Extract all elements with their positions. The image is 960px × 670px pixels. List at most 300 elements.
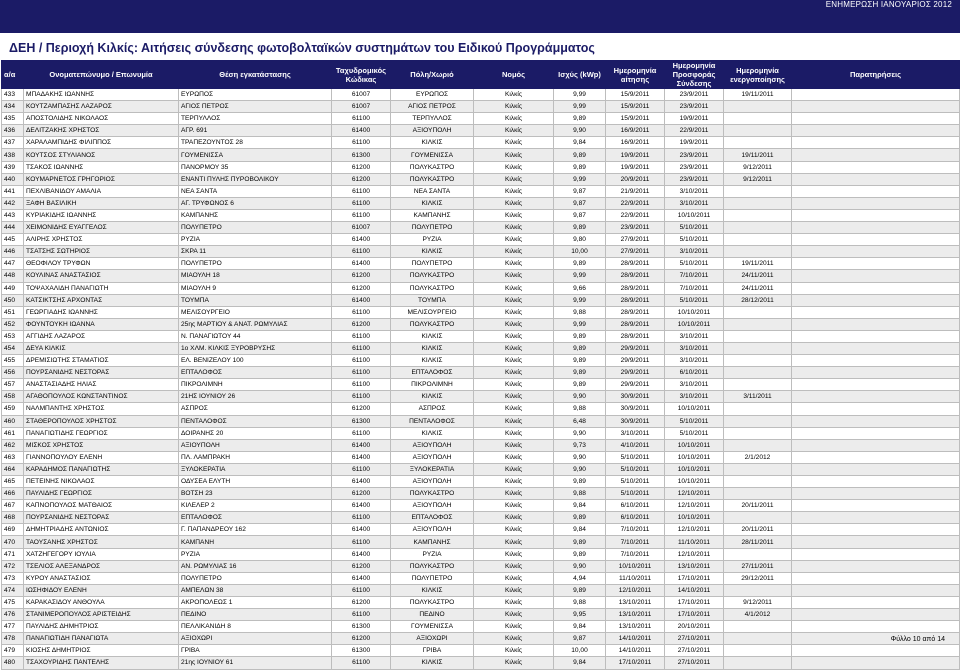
cell-aa: 436 — [2, 125, 24, 137]
title-bar — [0, 33, 960, 59]
cell-power: 9,89 — [554, 222, 606, 234]
cell-prefecture: Κιλκίς — [474, 306, 554, 318]
cell-name: ΚΑΡΑΔΗΜΟΣ ΠΑΝΑΓΙΩΤΗΣ — [24, 463, 179, 475]
cell-remarks — [792, 512, 960, 524]
cell-city: ΑΞΙΟΥΠΟΛΗ — [391, 476, 474, 488]
cell-offer-date: 17/10/2011 — [665, 609, 724, 621]
cell-postal-code: 61100 — [332, 609, 391, 621]
cell-city: ΑΞΙΟΥΠΟΛΗ — [391, 500, 474, 512]
cell-name: ΓΕΩΡΓΙΑΔΗΣ ΙΩΑΝΝΗΣ — [24, 306, 179, 318]
cell-name: ΠΕΤΕΙΝΗΣ ΝΙΚΟΛΑΟΣ — [24, 476, 179, 488]
cell-postal-code: 61100 — [332, 197, 391, 209]
table-row — [2, 137, 960, 149]
cell-prefecture: Κιλκίς — [474, 101, 554, 113]
cell-prefecture: Κιλκίς — [474, 584, 554, 596]
cell-aa: 438 — [2, 149, 24, 161]
cell-application-date: 30/9/2011 — [606, 415, 665, 427]
cell-location: ΤΟΥΜΠΑ — [179, 294, 332, 306]
table-row — [2, 197, 960, 209]
cell-postal-code: 61007 — [332, 101, 391, 113]
cell-name: ΚΥΡΟΥ ΑΝΑΣΤΑΣΙΟΣ — [24, 572, 179, 584]
cell-power: 9,88 — [554, 403, 606, 415]
cell-name: ΜΠΑΔΑΚΗΣ ΙΩΑΝΝΗΣ — [24, 89, 179, 101]
cell-offer-date: 23/9/2011 — [665, 161, 724, 173]
table-row — [2, 161, 960, 173]
cell-postal-code: 61400 — [332, 294, 391, 306]
cell-application-date: 14/10/2011 — [606, 645, 665, 657]
cell-name: ΤΣΑΤΣΗΣ ΣΩΤΗΡΙΟΣ — [24, 246, 179, 258]
cell-application-date: 6/10/2011 — [606, 500, 665, 512]
applications-table — [1, 60, 960, 670]
table-row — [2, 173, 960, 185]
cell-offer-date: 20/10/2011 — [665, 621, 724, 633]
cell-aa: 442 — [2, 197, 24, 209]
cell-prefecture: Κιλκίς — [474, 657, 554, 669]
cell-application-date: 13/10/2011 — [606, 596, 665, 608]
cell-name: ΓΙΑΝΝΟΠΟΥΛΟΥ ΕΛΕΝΗ — [24, 451, 179, 463]
cell-offer-date: 3/10/2011 — [665, 342, 724, 354]
cell-application-date: 23/9/2011 — [606, 222, 665, 234]
cell-aa: 445 — [2, 234, 24, 246]
cell-power: 9,88 — [554, 596, 606, 608]
cell-name: ΔΗΜΗΤΡΙΑΔΗΣ ΑΝΤΩΝΙΟΣ — [24, 524, 179, 536]
cell-city: ΚΙΛΚΙΣ — [391, 427, 474, 439]
cell-location: ΑΓΡ. 691 — [179, 125, 332, 137]
cell-name: ΧΑΤΖΗΓΕΓΟΡΥ ΙΟΥΛΙΑ — [24, 548, 179, 560]
cell-application-date: 13/10/2011 — [606, 621, 665, 633]
cell-offer-date: 3/10/2011 — [665, 379, 724, 391]
col-header-power: Ισχύς (kWp) — [554, 61, 606, 89]
cell-activation-date — [724, 621, 792, 633]
cell-name: ΚΥΡΙΑΚΙΔΗΣ ΙΩΑΝΝΗΣ — [24, 209, 179, 221]
cell-remarks — [792, 439, 960, 451]
cell-activation-date: 28/11/2011 — [724, 536, 792, 548]
cell-activation-date: 19/11/2011 — [724, 258, 792, 270]
cell-aa: 439 — [2, 161, 24, 173]
cell-prefecture: Κιλκίς — [474, 342, 554, 354]
cell-activation-date — [724, 125, 792, 137]
cell-city: ΠΙΚΡΟΛΙΜΝΗ — [391, 379, 474, 391]
cell-power: 9,89 — [554, 536, 606, 548]
cell-remarks — [792, 246, 960, 258]
top-banner — [0, 0, 960, 33]
table-row — [2, 379, 960, 391]
table-row — [2, 633, 960, 645]
cell-power: 9,89 — [554, 258, 606, 270]
cell-postal-code: 61100 — [332, 355, 391, 367]
cell-location: ΕΠΤΑΛΟΦΟΣ — [179, 512, 332, 524]
cell-postal-code: 61100 — [332, 185, 391, 197]
cell-application-date: 16/9/2011 — [606, 125, 665, 137]
cell-city: ΠΟΛΥΚΑΣΤΡΟ — [391, 318, 474, 330]
cell-prefecture: Κιλκίς — [474, 282, 554, 294]
cell-offer-date: 3/10/2011 — [665, 246, 724, 258]
cell-aa: 452 — [2, 318, 24, 330]
cell-prefecture: Κιλκίς — [474, 548, 554, 560]
cell-offer-date: 5/10/2011 — [665, 415, 724, 427]
cell-power: 9,80 — [554, 234, 606, 246]
cell-application-date: 13/10/2011 — [606, 609, 665, 621]
cell-aa: 470 — [2, 536, 24, 548]
cell-remarks — [792, 306, 960, 318]
cell-postal-code: 61100 — [332, 536, 391, 548]
cell-activation-date — [724, 548, 792, 560]
cell-postal-code: 61300 — [332, 415, 391, 427]
cell-prefecture: Κιλκίς — [474, 596, 554, 608]
cell-power: 9,89 — [554, 584, 606, 596]
cell-city: ΠΟΛΥΚΑΣΤΡΟ — [391, 161, 474, 173]
cell-city: ΚΙΛΚΙΣ — [391, 137, 474, 149]
cell-power: 9,89 — [554, 113, 606, 125]
cell-name: ΤΣΑΧΟΥΡΙΔΗΣ ΠΑΝΤΕΛΗΣ — [24, 657, 179, 669]
cell-activation-date: 29/12/2011 — [724, 572, 792, 584]
cell-city: ΠΟΛΥΠΕΤΡΟ — [391, 222, 474, 234]
cell-location: ΞΥΛΟΚΕΡΑΤΙΑ — [179, 463, 332, 475]
cell-postal-code: 61200 — [332, 318, 391, 330]
cell-activation-date — [724, 367, 792, 379]
cell-location: 21ΗΣ ΙΟΥΝΙΟΥ 26 — [179, 391, 332, 403]
cell-offer-date: 3/10/2011 — [665, 185, 724, 197]
table-row — [2, 185, 960, 197]
cell-remarks — [792, 270, 960, 282]
cell-application-date: 28/9/2011 — [606, 294, 665, 306]
cell-aa: 454 — [2, 342, 24, 354]
table-row — [2, 572, 960, 584]
cell-activation-date: 2/1/2012 — [724, 451, 792, 463]
cell-application-date: 27/9/2011 — [606, 246, 665, 258]
cell-remarks — [792, 101, 960, 113]
cell-location: ΠΕΝΤΑΛΟΦΟΣ — [179, 415, 332, 427]
cell-aa: 471 — [2, 548, 24, 560]
page-title: ΔΕΗ / Περιοχή Κιλκίς: Αιτήσεις σύνδεσης φωτοβολταϊκών συστημάτων του Ειδικού Προγράμματος — [9, 41, 595, 55]
cell-remarks — [792, 524, 960, 536]
cell-offer-date: 10/10/2011 — [665, 439, 724, 451]
cell-aa: 479 — [2, 645, 24, 657]
cell-postal-code: 61200 — [332, 633, 391, 645]
cell-prefecture: Κιλκίς — [474, 500, 554, 512]
cell-name: ΔΕΥΑ ΚΙΛΚΙΣ — [24, 342, 179, 354]
cell-application-date: 5/10/2011 — [606, 476, 665, 488]
table-row — [2, 258, 960, 270]
cell-offer-date: 10/10/2011 — [665, 306, 724, 318]
table-row — [2, 270, 960, 282]
cell-prefecture: Κιλκίς — [474, 572, 554, 584]
cell-city: ΤΟΥΜΠΑ — [391, 294, 474, 306]
cell-activation-date — [724, 306, 792, 318]
cell-offer-date: 19/9/2011 — [665, 113, 724, 125]
cell-offer-date: 10/10/2011 — [665, 209, 724, 221]
cell-city: ΚΙΛΚΙΣ — [391, 342, 474, 354]
cell-name: ΚΑΤΣΙΚΤΣΗΣ ΑΡΧΟΝΤΑΣ — [24, 294, 179, 306]
cell-activation-date — [724, 355, 792, 367]
cell-name: ΠΟΥΡΣΑΝΙΔΗΣ ΝΕΣΤΟΡΑΣ — [24, 512, 179, 524]
cell-aa: 456 — [2, 367, 24, 379]
cell-remarks — [792, 596, 960, 608]
cell-location: ΠΟΛΥΠΕΤΡΟ — [179, 572, 332, 584]
cell-postal-code: 61200 — [332, 488, 391, 500]
cell-application-date: 5/10/2011 — [606, 463, 665, 475]
cell-prefecture: Κιλκίς — [474, 197, 554, 209]
cell-city: ΓΟΥΜΕΝΙΣΣΑ — [391, 621, 474, 633]
cell-location: ΚΙΛΕΛΕΡ 2 — [179, 500, 332, 512]
table-row — [2, 355, 960, 367]
cell-prefecture: Κιλκίς — [474, 125, 554, 137]
cell-power: 9,89 — [554, 367, 606, 379]
cell-activation-date — [724, 476, 792, 488]
cell-prefecture: Κιλκίς — [474, 621, 554, 633]
cell-name: ΚΟΥΤΖΑΜΠΑΣΗΣ ΛΑΖΑΡΟΣ — [24, 101, 179, 113]
cell-power: 9,99 — [554, 318, 606, 330]
cell-remarks — [792, 342, 960, 354]
cell-city: ΞΥΛΟΚΕΡΑΤΙΑ — [391, 463, 474, 475]
cell-power: 9,84 — [554, 500, 606, 512]
cell-city: ΑΞΙΟΧΩΡΙ — [391, 633, 474, 645]
cell-power: 9,89 — [554, 476, 606, 488]
cell-aa: 440 — [2, 173, 24, 185]
cell-name: ΚΙΟΣΗΣ ΔΗΜΗΤΡΙΟΣ — [24, 645, 179, 657]
col-header-location: Θέση εγκατάστασης — [179, 61, 332, 89]
cell-offer-date: 27/10/2011 — [665, 633, 724, 645]
update-label: ΕΝΗΜΕΡΩΣΗ ΙΑΝΟΥΑΡΙΟΣ 2012 — [825, 0, 952, 9]
cell-application-date: 5/10/2011 — [606, 488, 665, 500]
cell-application-date: 7/10/2011 — [606, 536, 665, 548]
cell-postal-code: 61200 — [332, 270, 391, 282]
cell-offer-date: 22/9/2011 — [665, 125, 724, 137]
cell-application-date: 21/9/2011 — [606, 185, 665, 197]
cell-aa: 475 — [2, 596, 24, 608]
cell-aa: 443 — [2, 209, 24, 221]
cell-power: 9,89 — [554, 355, 606, 367]
table-row — [2, 476, 960, 488]
cell-remarks — [792, 125, 960, 137]
cell-offer-date: 5/10/2011 — [665, 427, 724, 439]
cell-name: ΤΑΟΥΣΑΝΗΣ ΧΡΗΣΤΟΣ — [24, 536, 179, 548]
cell-power: 4,94 — [554, 572, 606, 584]
table-row — [2, 149, 960, 161]
col-header-activation-date: Ημερομηνία ενεργοποίησης — [724, 61, 792, 89]
cell-application-date: 7/10/2011 — [606, 524, 665, 536]
cell-city: ΠΟΛΥΚΑΣΤΡΟ — [391, 488, 474, 500]
cell-power: 9,99 — [554, 173, 606, 185]
cell-prefecture: Κιλκίς — [474, 488, 554, 500]
cell-postal-code: 61100 — [332, 137, 391, 149]
cell-city: ΡΥΖΙΑ — [391, 548, 474, 560]
col-header-application-date: Ημερομηνία αίτησης — [606, 61, 665, 89]
cell-application-date: 29/9/2011 — [606, 367, 665, 379]
cell-postal-code: 61007 — [332, 89, 391, 101]
cell-remarks — [792, 173, 960, 185]
cell-activation-date — [724, 197, 792, 209]
cell-prefecture: Κιλκίς — [474, 234, 554, 246]
table-header-row — [2, 61, 960, 89]
cell-offer-date: 12/10/2011 — [665, 524, 724, 536]
cell-location: ΑΓ. ΤΡΥΦΩΝΟΣ 6 — [179, 197, 332, 209]
cell-offer-date: 17/10/2011 — [665, 572, 724, 584]
cell-city: ΚΙΛΚΙΣ — [391, 391, 474, 403]
cell-aa: 455 — [2, 355, 24, 367]
cell-city: ΠΕΝΤΑΛΟΦΟΣ — [391, 415, 474, 427]
cell-prefecture: Κιλκίς — [474, 161, 554, 173]
cell-remarks — [792, 113, 960, 125]
cell-remarks — [792, 222, 960, 234]
cell-remarks — [792, 536, 960, 548]
cell-aa: 453 — [2, 330, 24, 342]
cell-name: ΚΟΥΤΣΟΣ ΣΤΥΛΙΑΝΟΣ — [24, 149, 179, 161]
cell-aa: 465 — [2, 476, 24, 488]
cell-prefecture: Κιλκίς — [474, 427, 554, 439]
cell-city: ΜΕΛΙΣΟΥΡΓΕΙΟ — [391, 306, 474, 318]
cell-application-date: 12/10/2011 — [606, 584, 665, 596]
cell-offer-date: 10/10/2011 — [665, 463, 724, 475]
cell-aa: 451 — [2, 306, 24, 318]
cell-name: ΠΑΝΑΓΙΩΤΙΔΗΣ ΓΕΩΡΓΙΟΣ — [24, 427, 179, 439]
cell-name: ΠΟΥΡΣΑΝΙΔΗΣ ΝΕΣΤΟΡΑΣ — [24, 367, 179, 379]
cell-location: ΠΙΚΡΟΛΙΜΝΗ — [179, 379, 332, 391]
table-row — [2, 318, 960, 330]
cell-city: ΚΙΛΚΙΣ — [391, 355, 474, 367]
cell-activation-date — [724, 101, 792, 113]
cell-application-date: 19/9/2011 — [606, 149, 665, 161]
cell-activation-date: 19/11/2011 — [724, 149, 792, 161]
cell-postal-code: 61400 — [332, 500, 391, 512]
cell-offer-date: 23/9/2011 — [665, 173, 724, 185]
cell-postal-code: 61100 — [332, 246, 391, 258]
table-row — [2, 584, 960, 596]
cell-activation-date — [724, 379, 792, 391]
cell-postal-code: 61200 — [332, 596, 391, 608]
cell-aa: 461 — [2, 427, 24, 439]
cell-prefecture: Κιλκίς — [474, 463, 554, 475]
cell-offer-date: 23/9/2011 — [665, 89, 724, 101]
cell-power: 9,90 — [554, 463, 606, 475]
cell-aa: 477 — [2, 621, 24, 633]
col-header-aa: α/α — [2, 61, 24, 89]
cell-city: ΑΞΙΟΥΠΟΛΗ — [391, 439, 474, 451]
cell-location: ΑΓΙΟΣ ΠΕΤΡΟΣ — [179, 101, 332, 113]
cell-postal-code: 61100 — [332, 209, 391, 221]
cell-name: ΤΣΑΚΟΣ ΙΩΑΝΝΗΣ — [24, 161, 179, 173]
table-row — [2, 306, 960, 318]
cell-activation-date: 24/11/2011 — [724, 270, 792, 282]
cell-application-date: 17/10/2011 — [606, 657, 665, 669]
cell-postal-code: 61400 — [332, 476, 391, 488]
cell-remarks — [792, 451, 960, 463]
cell-power: 9,89 — [554, 342, 606, 354]
cell-offer-date: 6/10/2011 — [665, 367, 724, 379]
cell-location: ΜΕΛΙΣΟΥΡΓΕΙΟ — [179, 306, 332, 318]
cell-city: ΑΞΙΟΥΠΟΛΗ — [391, 125, 474, 137]
cell-postal-code: 61100 — [332, 367, 391, 379]
cell-city: ΚΑΜΠΑΝΗΣ — [391, 209, 474, 221]
table-row — [2, 548, 960, 560]
cell-remarks — [792, 330, 960, 342]
cell-location: ΜΙΑΟΥΛΗ 18 — [179, 270, 332, 282]
cell-city: ΠΟΛΥΚΑΣΤΡΟ — [391, 173, 474, 185]
cell-application-date: 28/9/2011 — [606, 270, 665, 282]
cell-location: ΠΕΔΙΝΟ — [179, 609, 332, 621]
table-row — [2, 209, 960, 221]
cell-remarks — [792, 463, 960, 475]
cell-postal-code: 61100 — [332, 330, 391, 342]
cell-city: ΑΞΙΟΥΠΟΛΗ — [391, 451, 474, 463]
cell-offer-date: 7/10/2011 — [665, 282, 724, 294]
cell-remarks — [792, 197, 960, 209]
cell-application-date: 7/10/2011 — [606, 548, 665, 560]
cell-postal-code: 61100 — [332, 657, 391, 669]
cell-prefecture: Κιλκίς — [474, 403, 554, 415]
cell-offer-date: 12/10/2011 — [665, 548, 724, 560]
cell-prefecture: Κιλκίς — [474, 512, 554, 524]
cell-activation-date — [724, 657, 792, 669]
cell-power: 9,90 — [554, 451, 606, 463]
cell-postal-code: 61100 — [332, 379, 391, 391]
cell-activation-date: 9/12/2011 — [724, 596, 792, 608]
cell-prefecture: Κιλκίς — [474, 209, 554, 221]
cell-prefecture: Κιλκίς — [474, 258, 554, 270]
cell-aa: 476 — [2, 609, 24, 621]
cell-activation-date: 28/12/2011 — [724, 294, 792, 306]
cell-offer-date: 10/10/2011 — [665, 512, 724, 524]
cell-location: ΤΕΡΠΥΛΛΟΣ — [179, 113, 332, 125]
cell-application-date: 28/9/2011 — [606, 306, 665, 318]
cell-activation-date: 20/11/2011 — [724, 524, 792, 536]
cell-aa: 466 — [2, 488, 24, 500]
cell-postal-code: 61007 — [332, 222, 391, 234]
cell-postal-code: 61100 — [332, 306, 391, 318]
cell-activation-date — [724, 222, 792, 234]
table-row — [2, 500, 960, 512]
cell-offer-date: 5/10/2011 — [665, 222, 724, 234]
cell-aa: 434 — [2, 101, 24, 113]
cell-power: 6,48 — [554, 415, 606, 427]
cell-remarks — [792, 318, 960, 330]
cell-offer-date: 5/10/2011 — [665, 294, 724, 306]
cell-location: ΜΙΑΟΥΛΗ 9 — [179, 282, 332, 294]
cell-city: ΚΙΛΚΙΣ — [391, 584, 474, 596]
cell-application-date: 4/10/2011 — [606, 439, 665, 451]
cell-offer-date: 27/10/2011 — [665, 645, 724, 657]
cell-activation-date — [724, 185, 792, 197]
cell-activation-date — [724, 584, 792, 596]
cell-offer-date: 5/10/2011 — [665, 234, 724, 246]
cell-city: ΠΟΛΥΚΑΣΤΡΟ — [391, 560, 474, 572]
cell-postal-code: 61200 — [332, 282, 391, 294]
cell-activation-date — [724, 463, 792, 475]
cell-remarks — [792, 427, 960, 439]
cell-name: ΘΕΟΦΙΛΟΥ ΤΡΥΦΩΝ — [24, 258, 179, 270]
cell-prefecture: Κιλκίς — [474, 173, 554, 185]
cell-prefecture: Κιλκίς — [474, 633, 554, 645]
cell-activation-date: 24/11/2011 — [724, 282, 792, 294]
cell-name: ΞΑΦΗ ΒΑΣΙΛΙΚΗ — [24, 197, 179, 209]
cell-prefecture: Κιλκίς — [474, 318, 554, 330]
cell-location: ΠΛ. ΛΑΜΠΡΑΚΗ — [179, 451, 332, 463]
cell-aa: 437 — [2, 137, 24, 149]
cell-power: 9,89 — [554, 330, 606, 342]
cell-name: ΣΤΑΘΕΡΟΠΟΥΛΟΣ ΧΡΗΣΤΟΣ — [24, 415, 179, 427]
cell-power: 9,84 — [554, 657, 606, 669]
cell-location: ΑΞΙΟΥΠΟΛΗ — [179, 439, 332, 451]
cell-application-date: 30/9/2011 — [606, 403, 665, 415]
col-header-remarks: Παρατηρήσεις — [792, 61, 960, 89]
cell-activation-date — [724, 403, 792, 415]
cell-activation-date: 20/11/2011 — [724, 500, 792, 512]
table-row — [2, 560, 960, 572]
cell-power: 9,88 — [554, 306, 606, 318]
cell-remarks — [792, 621, 960, 633]
cell-postal-code: 61100 — [332, 463, 391, 475]
cell-name: ΙΩΣΗΦΙΔΟΥ ΕΛΕΝΗ — [24, 584, 179, 596]
